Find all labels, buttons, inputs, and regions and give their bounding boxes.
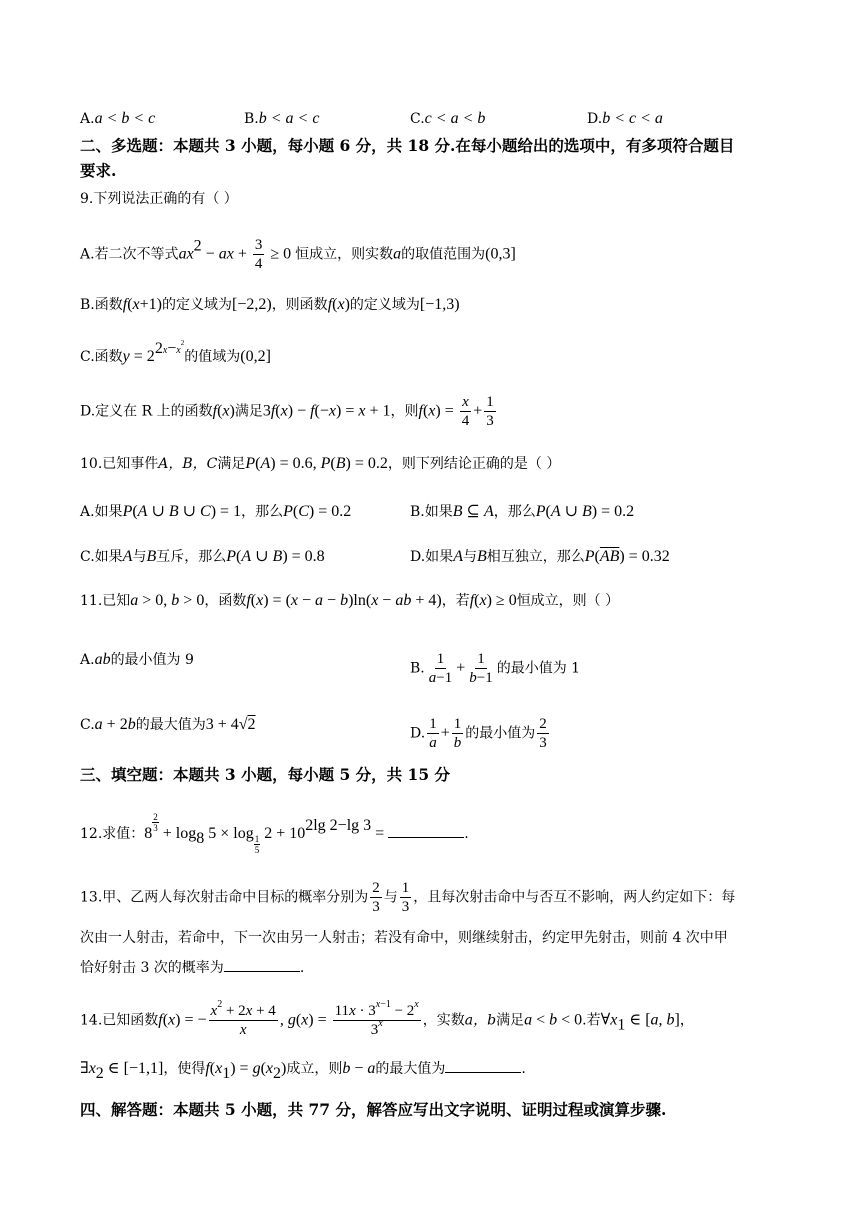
q9-option-c: C.函数$y = 2^{2x-x^2}$的值域为(0,2] bbox=[80, 339, 271, 365]
q14-line2: $\exists x_2$ ∈ [−1,1]，使得$f(x_1) = g(x_2)$成立，则b − a的最大值为 . bbox=[80, 1060, 526, 1082]
q14-answer-blank bbox=[445, 1058, 521, 1073]
q11-option-b: B. $\frac{1}{a-1}$ + $\frac{1}{b-1}$ 的最小值为 1 bbox=[410, 651, 581, 686]
q13-line1: 13.甲、乙两人每次射击命中目标的概率分别为 $\frac{2}{3}$ 与 $\frac{1}{3}$ ，且每次射击命中与否互不影响，两人约定如下：每 bbox=[80, 880, 736, 915]
q11-option-d: D. $\frac{1}{a}$ + $\frac{1}{b}$ 的最小值为 $\frac{2}{3}$ bbox=[410, 716, 547, 751]
q12-answer-blank bbox=[388, 823, 464, 838]
q10-option-d: D.如果A与B相互独立，那么$P(\overline{AB}) = 0.32$ bbox=[410, 548, 670, 565]
q11-option-c: C.a + 2b的最大值为3 + 4√2 bbox=[80, 716, 256, 733]
section2-heading-line2: 要求. bbox=[80, 161, 117, 180]
q10-stem: 10.已知事件A，B，C满足P(A) = 0.6, P(B) = 0.2，则下列结论正确的是（ ） bbox=[80, 455, 561, 472]
q8-option-d: D.b < c < a bbox=[587, 110, 663, 127]
section2-heading-line1: 二、多选题：本题共 3 小题，每小题 6 分，共 18 分.在每小题给出的选项中，有多项符合题目 bbox=[80, 136, 735, 155]
q8-option-a: A.a < b < c bbox=[80, 110, 156, 127]
q13-line3: 恰好射击 3 次的概率为 . bbox=[80, 957, 304, 978]
q9-option-b: B.函数f(x+1)的定义域为[−2,2)，则函数f(x)的定义域为[−1,3) bbox=[80, 296, 460, 313]
q9-option-d: D.定义在 R 上的函数f(x)满足3f(x) − f(−x) = x + 1，则f(x) = $\frac{x}{4}$ + $\frac{1}{3}$ bbox=[80, 394, 494, 429]
q10-option-b: B.如果B ⊆ A，那么P(A ∪ B) = 0.2 bbox=[410, 503, 635, 520]
q9-stem: 9.下列说法正确的有（ ） bbox=[80, 191, 238, 207]
q13-line2: 次由一人射击，若命中，下一次由另一人射击；若没有命中，则继续射击，约定甲先射击，则前 4 次中甲 bbox=[80, 930, 728, 946]
q14-line1: 14.已知函数f(x) = − $\frac{x^2 + 2x + 4}{x}$ , g(x) = $\frac{11x \cdot 3^{x-1} - 2^x}{3^x}$ ，实数a，b满足a < b < 0.若$\forall x_1$ ∈ [a, b]， bbox=[80, 999, 694, 1038]
section3-heading: 三、填空题：本题共 3 小题，每小题 5 分，共 15 分 bbox=[80, 765, 451, 784]
q8-option-b: B.b < a < c bbox=[244, 110, 320, 127]
q10-option-a: A.如果P(A ∪ B ∪ C) = 1，那么P(C) = 0.2 bbox=[80, 503, 352, 520]
q8-option-c: C.c < a < b bbox=[410, 110, 486, 127]
q11-option-a: A.ab的最小值为 9 bbox=[80, 651, 194, 668]
q10-option-c: C.如果A与B互斥，那么P(A ∪ B) = 0.8 bbox=[80, 548, 325, 565]
q13-answer-blank bbox=[224, 957, 300, 972]
q12-question: 12.求值：8 $^{\frac{2}{3}}$ + $\log_8 5 \times \log$ $_{\frac{1}{5}}$ $2 + 10^{2lg 2-lg 3}$ = . bbox=[80, 812, 469, 855]
q9-option-a: A.若二次不等式$ax^2$ − ax + $\frac{3}{4}$ ≥ 0 恒成立，则实数a的取值范围为(0,3] bbox=[80, 237, 516, 272]
q11-stem: 11.已知a > 0, b > 0，函数f(x) = (x − a − b)ln(x − ab + 4)，若f(x) ≥ 0恒成立，则（ ） bbox=[80, 592, 620, 609]
section4-heading: 四、解答题：本题共 5 小题，共 77 分，解答应写出文字说明、证明过程或演算步骤. bbox=[80, 1100, 667, 1119]
